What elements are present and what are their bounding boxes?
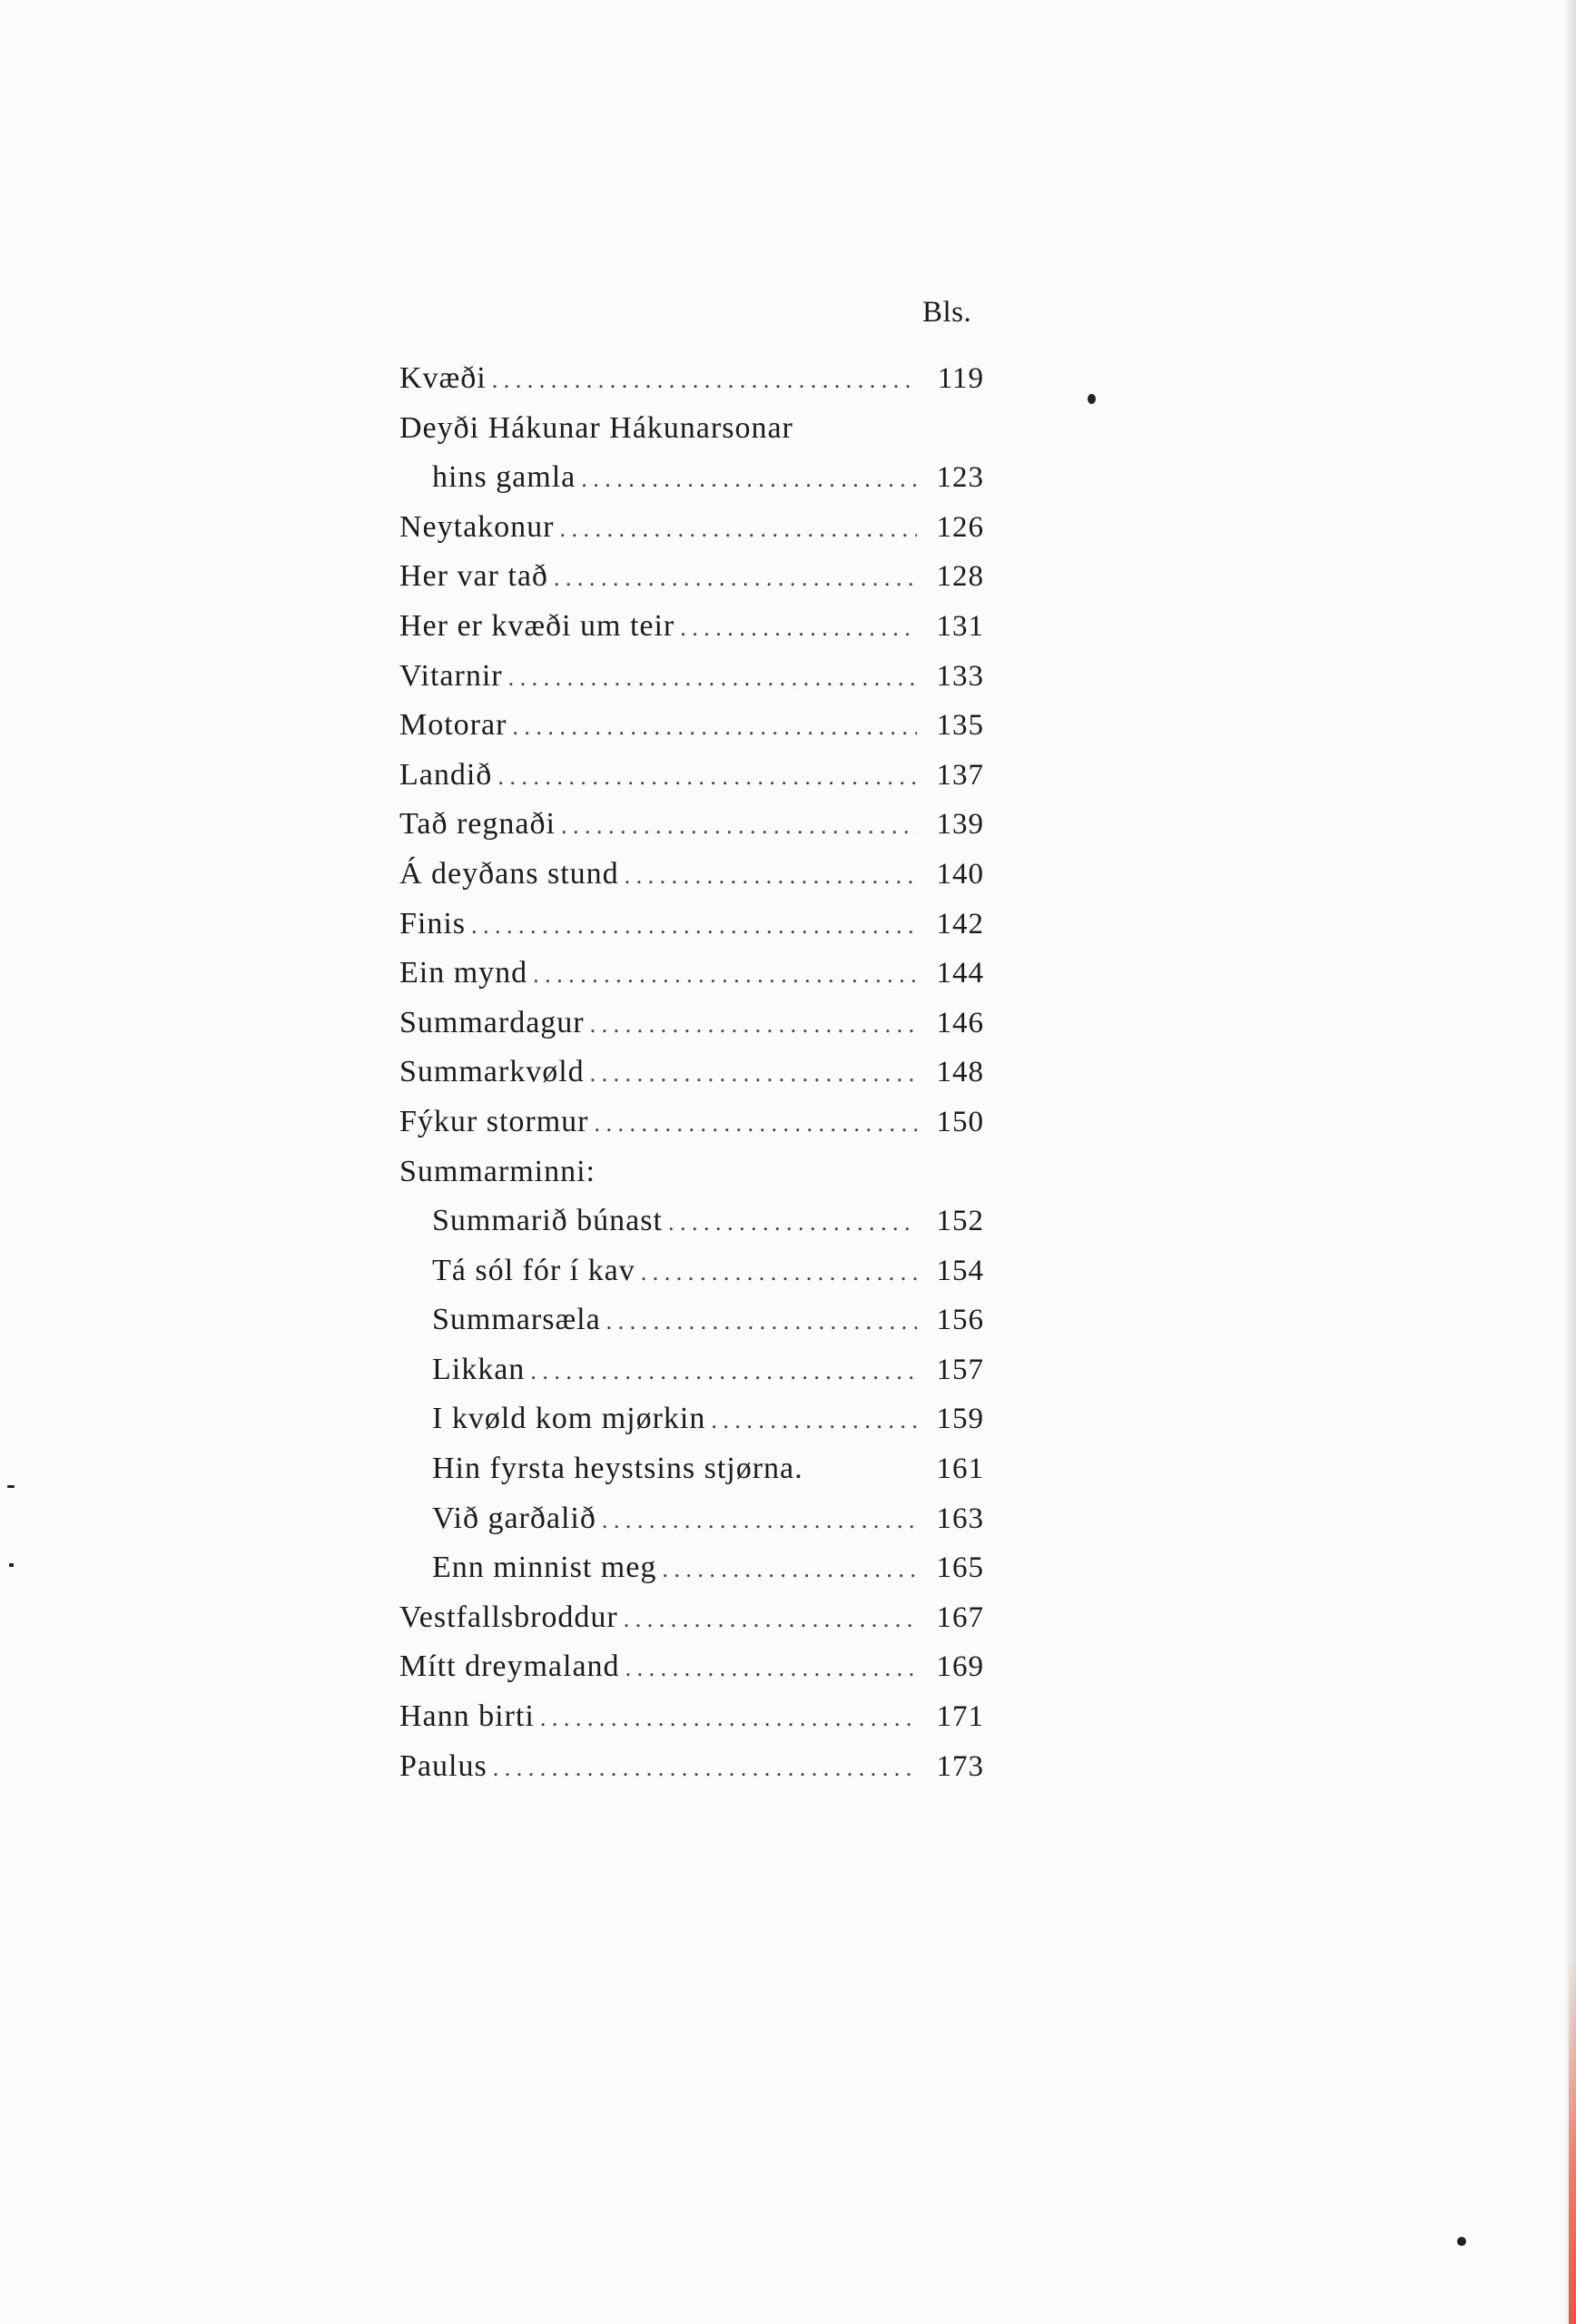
toc-page-number: 123 <box>936 461 984 495</box>
toc-page-number: 152 <box>936 1205 984 1238</box>
dot-leader <box>624 1595 917 1645</box>
toc-page-number: 128 <box>936 560 984 594</box>
toc-row <box>399 652 984 702</box>
toc-title: Summarminni: <box>399 1154 596 1188</box>
toc-title: Ein mynd <box>399 956 528 990</box>
toc-page-number: 126 <box>936 510 984 544</box>
toc-row <box>399 503 984 553</box>
toc-row <box>399 1196 984 1246</box>
dot-leader <box>560 505 917 555</box>
toc-page-number: 146 <box>936 1006 984 1039</box>
dot-leader <box>492 356 917 406</box>
toc-page-number: 171 <box>936 1700 984 1734</box>
toc-page-number: 163 <box>936 1502 984 1535</box>
toc-row <box>399 1593 984 1643</box>
toc-row <box>399 1692 984 1742</box>
dot-leader <box>625 1644 917 1694</box>
toc-title: Summarsæla <box>432 1303 601 1337</box>
toc-title: Vitarnir <box>399 658 503 693</box>
toc-row <box>399 850 984 900</box>
toc-row <box>399 1494 984 1544</box>
dot-leader <box>641 1248 917 1298</box>
ink-speck <box>9 1563 14 1567</box>
dot-leader <box>533 950 917 1000</box>
toc-title: Her var tað <box>399 559 548 594</box>
toc-row <box>399 949 984 999</box>
page-column-label: Bls. <box>922 296 972 329</box>
toc-title: Vestfallsbroddur <box>399 1600 618 1634</box>
toc-page-number: 167 <box>936 1600 984 1634</box>
toc-row <box>399 404 984 454</box>
toc-row <box>399 999 984 1049</box>
page-edge-color <box>1569 1961 1576 2324</box>
toc-title: Likkan <box>432 1352 526 1386</box>
toc-title: Summarið búnast <box>432 1204 663 1238</box>
toc-page-number: 137 <box>936 758 984 792</box>
toc-row <box>399 602 984 652</box>
dot-leader <box>590 1000 917 1050</box>
dot-leader <box>662 1545 917 1595</box>
dot-leader <box>471 901 917 951</box>
toc-title: Finis <box>399 906 467 940</box>
toc-title: Tað regnaði <box>399 807 556 842</box>
toc-title: Deyði Hákunar Hákunarsonar <box>399 410 793 445</box>
ink-speck <box>7 1485 15 1488</box>
dot-leader <box>508 654 917 704</box>
dot-leader <box>581 455 917 505</box>
toc-title: Landið <box>399 757 493 792</box>
toc-page-number: 157 <box>936 1353 984 1386</box>
dot-leader <box>554 554 917 604</box>
toc-title: hins gamla <box>432 460 576 495</box>
toc-title: I kvøld kom mjørkin <box>432 1402 706 1436</box>
toc-title: Við garðalið <box>432 1501 596 1535</box>
toc-title: Tá sól fór í kav <box>432 1253 635 1287</box>
toc-row <box>399 800 984 850</box>
toc-row <box>399 1543 984 1593</box>
dot-leader <box>590 1049 917 1099</box>
toc-row <box>399 453 984 503</box>
toc-row <box>399 1147 984 1197</box>
dot-leader <box>595 1099 918 1149</box>
ink-speck <box>1457 2237 1466 2246</box>
toc-page-number: 139 <box>936 808 984 842</box>
toc-title: Hin fyrsta heystsins stjørna. <box>432 1452 803 1486</box>
dot-leader <box>668 1198 917 1248</box>
toc-row <box>399 1642 984 1692</box>
toc-page-number: 159 <box>936 1403 984 1436</box>
toc-row <box>399 1345 984 1395</box>
dot-leader <box>625 852 917 901</box>
dot-leader <box>561 802 917 852</box>
toc-page-number: 131 <box>936 609 984 643</box>
toc-title: Neytakonur <box>399 509 555 544</box>
dot-leader <box>530 1347 917 1397</box>
toc-page-number: 161 <box>936 1452 984 1486</box>
toc-row <box>399 900 984 950</box>
toc-page-number: 133 <box>936 659 984 693</box>
toc-page-number: 165 <box>936 1551 984 1585</box>
toc-title: Á deyðans stund <box>399 856 619 891</box>
dot-leader <box>606 1297 917 1347</box>
toc-title: Summardagur <box>399 1005 585 1039</box>
toc-page-number: 144 <box>936 957 984 990</box>
toc-page-number: 140 <box>936 857 984 891</box>
dot-leader <box>497 753 917 803</box>
toc-row <box>399 1295 984 1345</box>
toc-page-number: 156 <box>936 1304 984 1337</box>
toc-page-number: 150 <box>936 1105 984 1138</box>
table-of-contents <box>399 354 984 1791</box>
toc-title: Fýkur stormur <box>399 1104 589 1138</box>
toc-page-number: 142 <box>936 907 984 940</box>
toc-title: Her er kvæði um teir <box>399 608 675 643</box>
toc-title: Motorar <box>399 708 507 743</box>
dot-leader <box>493 1744 917 1794</box>
dot-leader <box>602 1496 917 1546</box>
toc-page-number: 135 <box>936 709 984 743</box>
toc-title: Summarkvøld <box>399 1055 585 1089</box>
dot-leader <box>711 1396 917 1446</box>
toc-title: Mítt dreymaland <box>399 1649 620 1684</box>
ink-speck <box>1088 394 1096 404</box>
dot-leader <box>512 703 917 753</box>
toc-title: Enn minnist meg <box>432 1551 657 1585</box>
dot-leader <box>680 604 917 654</box>
toc-page-number: 173 <box>936 1749 984 1783</box>
toc-page-number: 119 <box>937 362 984 395</box>
toc-page-number: 154 <box>936 1254 984 1287</box>
toc-row <box>399 1394 984 1444</box>
toc-row <box>399 751 984 801</box>
toc-page-number: 148 <box>936 1056 984 1089</box>
toc-page-number: 169 <box>936 1650 984 1684</box>
toc-row <box>399 1098 984 1147</box>
toc-title: Kvæði <box>399 361 487 395</box>
toc-row <box>399 354 984 404</box>
toc-row <box>399 552 984 602</box>
toc-row <box>399 701 984 751</box>
toc-row <box>399 1246 984 1296</box>
toc-row <box>399 1742 984 1792</box>
toc-row <box>399 1444 984 1494</box>
toc-title: Paulus <box>399 1748 488 1783</box>
toc-row <box>399 1048 984 1098</box>
dot-leader <box>540 1694 917 1744</box>
toc-title: Hann birti <box>399 1699 535 1734</box>
